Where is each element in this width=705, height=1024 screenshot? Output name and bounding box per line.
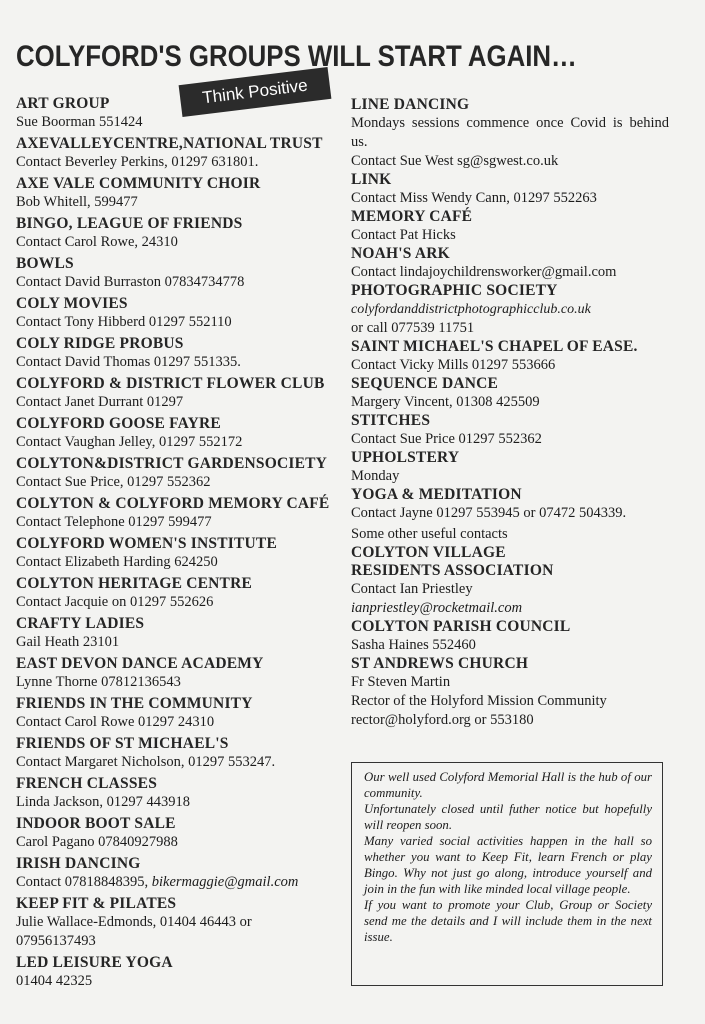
group-contact: Fr Steven Martin xyxy=(351,674,451,690)
group-contact: Contact Janet Durrant 01297 xyxy=(16,394,184,410)
group-contact: Contact Sue West sg@sgwest.co.uk xyxy=(351,153,559,169)
list-item xyxy=(16,215,341,255)
group-contact: Lynne Thorne 07812136543 xyxy=(16,674,181,690)
group-name: LED LEISURE YOGA xyxy=(16,954,173,971)
group-contact: Linda Jackson, 01297 443918 xyxy=(16,794,190,810)
list-item xyxy=(16,415,341,455)
group-contact: or call 077539 11751 xyxy=(351,320,475,336)
list-item xyxy=(351,282,669,338)
left-column xyxy=(16,95,341,994)
group-name: COLY RIDGE PROBUS xyxy=(16,335,184,352)
group-contact: Contact Vaughan Jelley, 01297 552172 xyxy=(16,434,243,450)
group-name: STITCHES xyxy=(351,412,431,429)
group-contact: Contact Jayne 01297 553945 or 07472 504339. xyxy=(351,505,627,521)
list-item xyxy=(16,815,341,855)
list-item xyxy=(351,96,669,171)
list-item xyxy=(16,695,341,735)
group-name: BOWLS xyxy=(16,255,74,272)
list-item xyxy=(351,245,669,282)
list-item xyxy=(16,375,341,415)
group-name: AXEVALLEYCENTRE,NATIONAL TRUST xyxy=(16,135,323,152)
list-item xyxy=(16,954,341,994)
phone-text: Contact 07818848395, xyxy=(16,874,152,890)
group-contact: 07956137493 xyxy=(16,933,96,949)
group-contact: Contact Sue Price, 01297 552362 xyxy=(16,474,211,490)
group-contact: Contact Miss Wendy Cann, 01297 552263 xyxy=(351,190,597,206)
group-contact: Contact Margaret Nicholson, 01297 553247. xyxy=(16,754,276,770)
list-item xyxy=(351,171,669,208)
list-item xyxy=(16,95,341,135)
group-name: KEEP FIT & PILATES xyxy=(16,895,177,912)
group-name: SEQUENCE DANCE xyxy=(351,375,499,392)
notice-paragraph: Many varied social activities happen in the hall so whether you want to Keep Fit, learn French or play Bingo. Why not just go along, introduce yourself and join in the fun with like minded local village people. xyxy=(364,834,652,896)
group-name: COLYTON&DISTRICT GARDENSOCIETY xyxy=(16,455,328,472)
group-contact: Bob Whitell, 599477 xyxy=(16,194,138,210)
group-name: LINE DANCING xyxy=(351,96,470,113)
group-name: ART GROUP xyxy=(16,95,110,112)
group-name: FRIENDS IN THE COMMUNITY xyxy=(16,695,253,712)
group-name-continued: RESIDENTS ASSOCIATION xyxy=(351,562,554,579)
group-name: COLY MOVIES xyxy=(16,295,128,312)
group-contact: Contact David Thomas 01297 551335. xyxy=(16,354,241,370)
list-item xyxy=(351,208,669,245)
list-item xyxy=(16,575,341,615)
list-item xyxy=(16,655,341,695)
group-contact: Margery Vincent, 01308 425509 xyxy=(351,394,540,410)
list-item xyxy=(16,135,341,175)
group-name: FRENCH CLASSES xyxy=(16,775,158,792)
group-contact: Contact Pat Hicks xyxy=(351,227,456,243)
list-item xyxy=(351,486,669,523)
list-item xyxy=(16,855,341,895)
list-item xyxy=(16,895,341,954)
useful-contacts-label: Some other useful contacts xyxy=(351,526,508,542)
group-contact: Monday xyxy=(351,468,400,484)
list-item xyxy=(16,615,341,655)
group-contact: rector@holyford.org or 553180 xyxy=(351,712,534,728)
group-contact: Gail Heath 23101 xyxy=(16,634,120,650)
notice-paragraph: Our well used Colyford Memorial Hall is the hub of our community. xyxy=(364,770,652,800)
group-contact: Contact Tony Hibberd 01297 552110 xyxy=(16,314,232,330)
group-name: ST ANDREWS CHURCH xyxy=(351,655,529,672)
list-item xyxy=(16,735,341,775)
group-name: COLYFORD WOMEN'S INSTITUTE xyxy=(16,535,278,552)
group-contact: Mondays sessions commence once Covid is behind us. xyxy=(351,115,669,150)
group-contact: 01404 42325 xyxy=(16,973,93,989)
group-name: FRIENDS OF ST MICHAEL'S xyxy=(16,735,229,752)
list-item xyxy=(351,449,669,486)
group-name: YOGA & MEDITATION xyxy=(351,486,522,503)
group-contact: Sasha Haines 552460 xyxy=(351,637,476,653)
group-contact xyxy=(16,873,341,892)
list-item xyxy=(351,544,669,618)
right-column xyxy=(351,96,669,730)
list-item xyxy=(16,175,341,215)
notice-paragraph: If you want to promote your Club, Group or Society send me the details and I will include them in the next issue. xyxy=(364,898,652,944)
page-title: COLYFORD'S GROUPS WILL START AGAIN… xyxy=(16,40,577,73)
group-name: COLYTON HERITAGE CENTRE xyxy=(16,575,253,592)
group-name: SAINT MICHAEL'S CHAPEL OF EASE. xyxy=(351,338,638,355)
group-name: COLYTON & COLYFORD MEMORY CAFÉ xyxy=(16,495,330,512)
group-name: INDOOR BOOT SALE xyxy=(16,815,176,832)
group-name: MEMORY CAFÉ xyxy=(351,208,473,225)
list-item xyxy=(351,338,669,375)
group-contact: Contact Carol Rowe, 24310 xyxy=(16,234,178,250)
group-contact: Contact Elizabeth Harding 624250 xyxy=(16,554,218,570)
list-item xyxy=(16,455,341,495)
group-name: AXE VALE COMMUNITY CHOIR xyxy=(16,175,261,192)
group-contact: Contact Telephone 01297 599477 xyxy=(16,514,212,530)
group-contact: Carol Pagano 07840927988 xyxy=(16,834,178,850)
think-positive-badge: Think Positive xyxy=(179,67,332,117)
group-name: EAST DEVON DANCE ACADEMY xyxy=(16,655,264,672)
list-item xyxy=(351,375,669,412)
notice-paragraph: Unfortunately closed until futher notice but hopefully will reopen soon. xyxy=(364,802,652,832)
group-contact: Contact David Burraston 07834734778 xyxy=(16,274,245,290)
email-link[interactable]: ianpriestley@rocketmail.com xyxy=(351,600,523,616)
list-item xyxy=(351,655,669,730)
group-contact: Contact Sue Price 01297 552362 xyxy=(351,431,542,447)
group-contact: Contact Beverley Perkins, 01297 631801. xyxy=(16,154,259,170)
group-contact: Rector of the Holyford Mission Community xyxy=(351,693,607,709)
group-name: IRISH DANCING xyxy=(16,855,141,872)
group-name: UPHOLSTERY xyxy=(351,449,460,466)
group-name: NOAH'S ARK xyxy=(351,245,450,262)
group-contact: Julie Wallace-Edmonds, 01404 46443 or xyxy=(16,914,252,930)
list-item xyxy=(351,618,669,655)
list-item xyxy=(16,775,341,815)
group-name: COLYFORD & DISTRICT FLOWER CLUB xyxy=(16,375,325,392)
list-item xyxy=(16,495,341,535)
email-link[interactable]: bikermaggie@gmail.com xyxy=(151,874,299,890)
group-contact: Contact Carol Rowe 01297 24310 xyxy=(16,714,215,730)
website-link[interactable]: colyfordanddistrictphotographicclub.co.uk xyxy=(351,302,591,317)
group-contact: Contact Vicky Mills 01297 553666 xyxy=(351,357,556,373)
list-item xyxy=(16,335,341,375)
group-name: CRAFTY LADIES xyxy=(16,615,145,632)
list-item xyxy=(16,255,341,295)
group-contact: Sue Boorman 551424 xyxy=(16,114,143,130)
group-name: PHOTOGRAPHIC SOCIETY xyxy=(351,282,558,299)
group-contact: Contact Jacquie on 01297 552626 xyxy=(16,594,214,610)
group-contact: Contact Ian Priestley xyxy=(351,581,473,597)
group-contact: Contact lindajoychildrensworker@gmail.com xyxy=(351,264,617,280)
group-name: COLYTON PARISH COUNCIL xyxy=(351,618,571,635)
memorial-hall-notice xyxy=(351,762,663,986)
group-name: LINK xyxy=(351,171,392,188)
group-name: COLYTON VILLAGE xyxy=(351,544,506,561)
group-name: COLYFORD GOOSE FAYRE xyxy=(16,415,221,432)
group-name: BINGO, LEAGUE OF FRIENDS xyxy=(16,215,243,232)
list-item xyxy=(16,535,341,575)
list-item xyxy=(16,295,341,335)
list-item xyxy=(351,412,669,449)
